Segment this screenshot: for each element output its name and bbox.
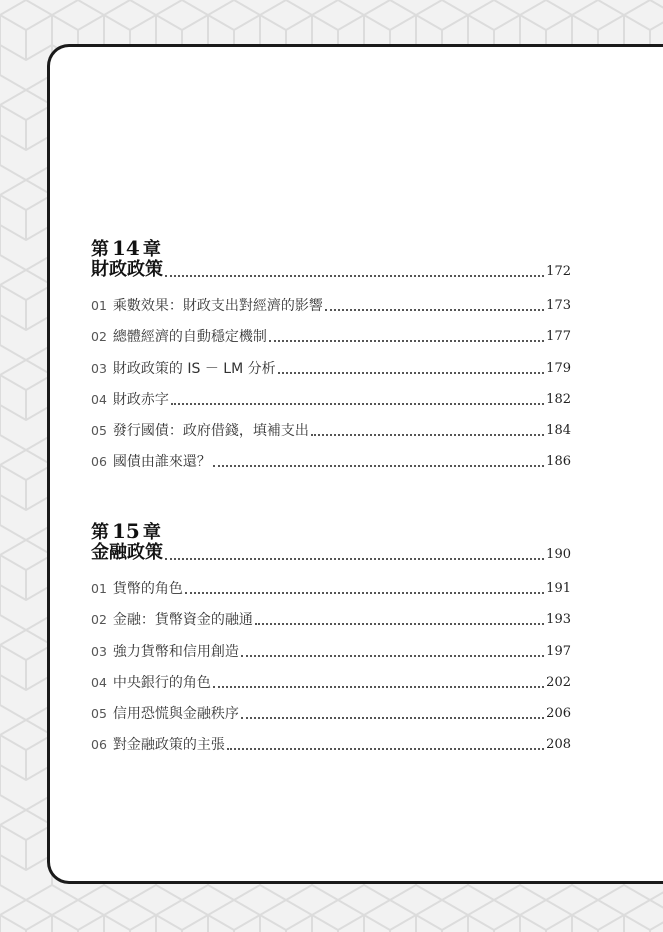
toc-entry[interactable] [91,579,571,599]
dot-leader [325,309,544,311]
section-title: 發行國債：政府借錢，填補支出 [112,423,309,440]
toc-entry[interactable] [91,673,571,693]
dot-leader [311,434,544,436]
section-number: 03 [91,643,107,659]
dot-leader [241,655,544,657]
page-number: 182 [546,391,571,407]
page-number: 172 [546,264,571,279]
section-number: 04 [91,391,107,407]
chapter-number: 15 [112,519,140,543]
toc-entry[interactable] [91,327,571,347]
toc-entry[interactable] [91,735,571,755]
page-number: 208 [546,737,571,753]
section-title: 對金融政策的主張 [112,737,225,754]
section-title: 金融：貨幣資金的融通 [112,612,253,629]
dot-leader [269,340,544,342]
dot-leader [171,403,544,405]
page-number: 191 [546,581,571,596]
page-number: 193 [546,612,571,628]
toc-entry[interactable] [91,452,571,472]
page-number: 197 [546,643,571,659]
page-number: 190 [546,547,571,562]
dot-leader [227,748,544,750]
section-number: 03 [91,360,107,376]
section-title: 財政政策的 IS － LM 分析 [112,360,276,377]
section-title: 中央銀行的角色 [112,674,211,691]
dot-leader [165,558,544,560]
dot-leader [278,372,545,374]
section-number: 05 [91,706,107,722]
section-title: 乘數效果：財政支出對經濟的影響 [112,298,323,314]
chapter-number-label [91,238,571,258]
chapter-prefix: 第 [91,239,109,260]
section-number: 02 [91,329,107,345]
toc-entry[interactable] [91,390,571,410]
section-title: 國債由誰來還？ [112,454,211,471]
dot-leader [241,717,544,719]
dot-leader [213,465,544,467]
chapter-suffix: 章 [142,239,161,260]
chapter-title-line[interactable] [91,258,571,282]
dot-leader [213,686,544,688]
section-number: 06 [91,737,107,753]
section-title: 總體經濟的自動穩定機制 [112,329,267,346]
section-number: 06 [91,454,107,470]
chapter-number-label [91,521,571,541]
section-number: 01 [91,581,107,596]
page-number: 179 [546,360,571,376]
toc-entry[interactable] [91,421,571,441]
section-number: 01 [91,298,107,313]
section-title: 財政赤字 [112,391,169,408]
toc-entry[interactable] [91,610,571,630]
dot-leader [255,623,544,625]
page-number: 177 [546,329,571,345]
page-number: 173 [546,298,571,313]
page-number: 202 [546,674,571,690]
chapter-title: 財政政策 [91,259,163,280]
page-number: 206 [546,706,571,722]
chapter-14-section [91,238,571,484]
dot-leader [165,275,544,277]
section-number: 05 [91,423,107,439]
section-title: 信用恐慌與金融秩序 [112,706,239,723]
section-title: 貨幣的角色 [112,581,183,597]
dot-leader [185,592,544,594]
chapter-title-line[interactable] [91,541,571,565]
toc-entry[interactable] [91,642,571,662]
chapter-title: 金融政策 [91,542,163,563]
section-number: 02 [91,612,107,628]
section-number: 04 [91,674,107,690]
page-number: 186 [546,454,571,470]
page-number: 184 [546,423,571,439]
chapter-number: 14 [112,236,140,260]
toc-entry[interactable] [91,704,571,724]
toc-entry[interactable] [91,359,571,379]
chapter-prefix: 第 [91,522,109,543]
chapter-15-section [91,521,571,767]
section-title: 強力貨幣和信用創造 [112,643,239,660]
toc-entry[interactable] [91,296,571,316]
chapter-suffix: 章 [142,522,161,543]
